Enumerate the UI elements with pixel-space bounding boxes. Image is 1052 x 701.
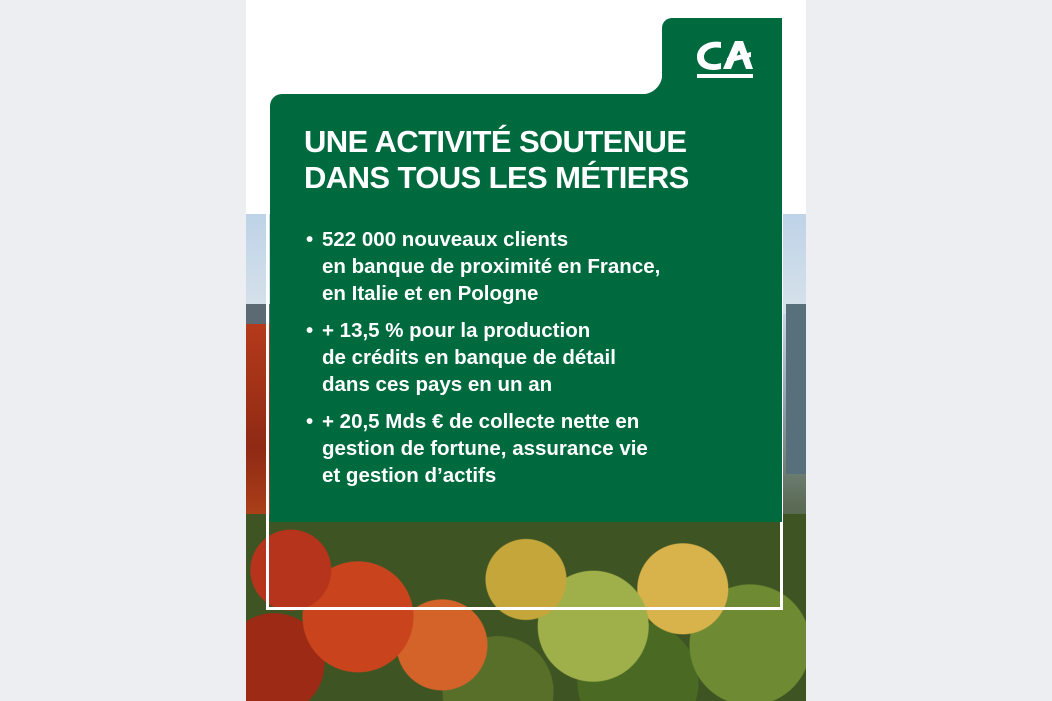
key-figures-list bbox=[304, 226, 774, 499]
headline-line-1: UNE ACTIVITÉ SOUTENUE bbox=[304, 124, 687, 159]
post-card bbox=[246, 0, 806, 701]
list-item-line: en Italie et en Pologne bbox=[322, 282, 539, 305]
list-item-line: et gestion d’actifs bbox=[322, 464, 497, 487]
credit-agricole-logo-icon bbox=[691, 36, 755, 82]
list-item bbox=[304, 408, 774, 489]
list-item-line: gestion de fortune, assurance vie bbox=[322, 437, 648, 460]
bullet-marker: • bbox=[306, 410, 314, 433]
bullet-marker: • bbox=[306, 228, 314, 251]
tab-notch bbox=[642, 74, 662, 94]
list-item-line: 522 000 nouveaux clients bbox=[322, 228, 569, 251]
bullet-marker: • bbox=[306, 319, 314, 342]
list-item-line: dans ces pays en un an bbox=[322, 373, 553, 396]
list-item-line: + 20,5 Mds € de collecte nette en bbox=[322, 410, 640, 433]
list-item-line: de crédits en banque de détail bbox=[322, 346, 616, 369]
building-right bbox=[786, 304, 806, 474]
headline bbox=[304, 124, 774, 196]
list-item-line: en banque de proximité en France, bbox=[322, 255, 661, 278]
list-item-line: + 13,5 % pour la production bbox=[322, 319, 591, 342]
headline-line-2: DANS TOUS LES MÉTIERS bbox=[304, 160, 689, 195]
list-item bbox=[304, 317, 774, 398]
list-item bbox=[304, 226, 774, 307]
